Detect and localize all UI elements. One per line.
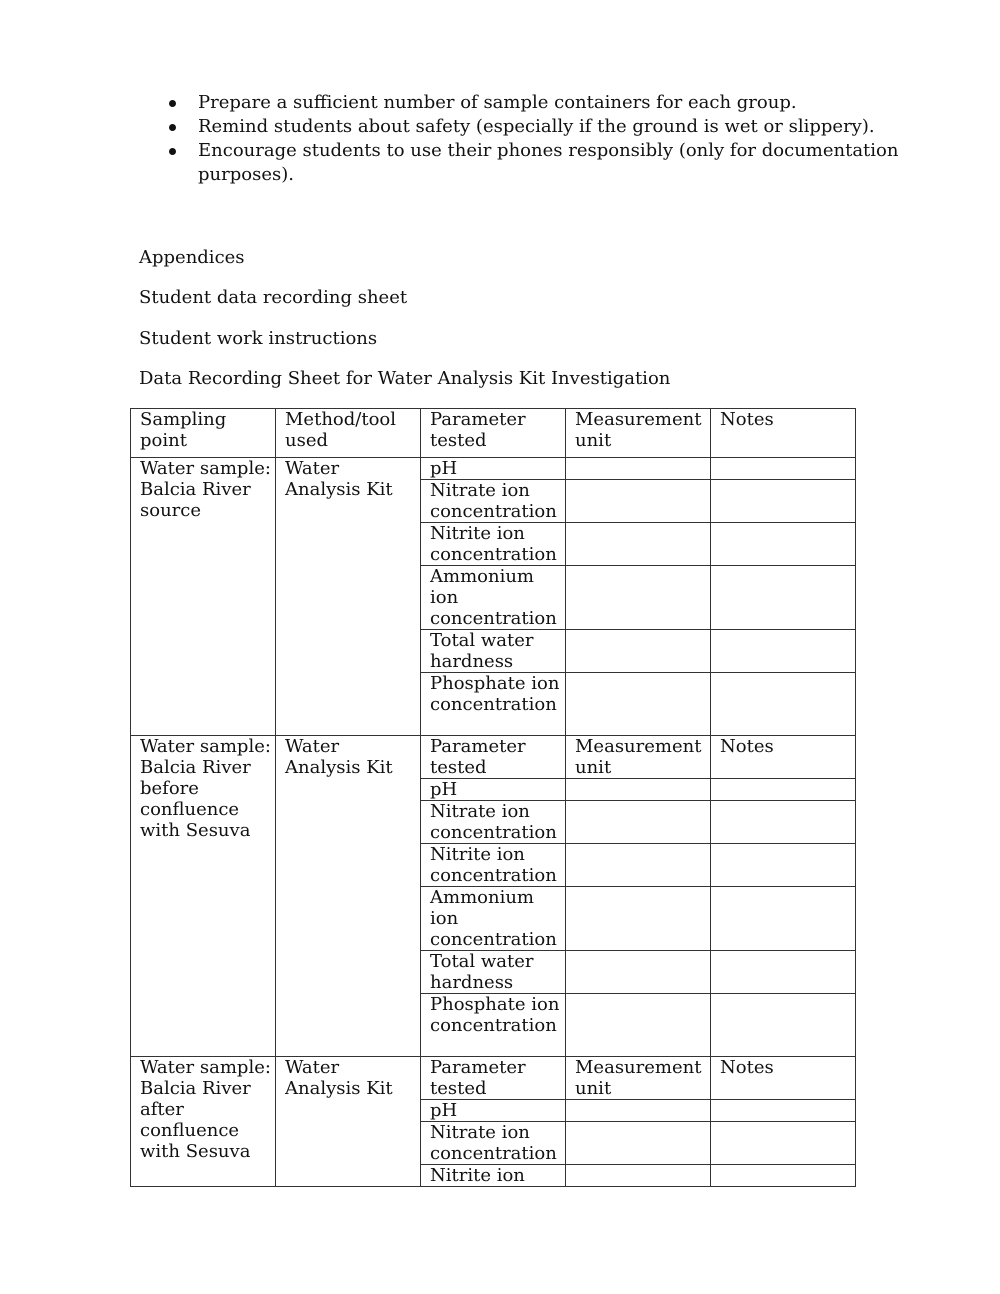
bullet-text: Prepare a sufficient number of sample containers for each group.: [198, 92, 797, 113]
notes-cell[interactable]: [711, 779, 856, 801]
unit-cell[interactable]: [566, 458, 711, 480]
bullet-item: [166, 115, 911, 139]
bullet-dot-icon: [169, 148, 176, 155]
data-recording-table: [130, 408, 856, 1187]
bullet-item: [166, 139, 911, 187]
subheader-notes: Notes: [711, 1057, 856, 1100]
table-row: [131, 458, 856, 480]
subheader-unit: Measurement unit: [566, 1057, 711, 1100]
notes-cell[interactable]: [711, 1100, 856, 1122]
unit-cell[interactable]: [566, 1165, 711, 1187]
unit-cell[interactable]: [566, 523, 711, 566]
parameter-cell: pH: [421, 779, 566, 801]
parameter-cell: Ammonium ion concentration: [421, 887, 566, 951]
unit-cell[interactable]: [566, 844, 711, 887]
unit-cell[interactable]: [566, 630, 711, 673]
unit-cell[interactable]: [566, 566, 711, 630]
subheader-notes: Notes: [711, 736, 856, 779]
unit-cell[interactable]: [566, 480, 711, 523]
parameter-cell: Phosphate ion concentration: [421, 673, 566, 736]
parameter-cell: Nitrate ion concentration: [421, 1122, 566, 1165]
appendix-item-data-sheet: Student data recording sheet: [139, 287, 408, 308]
parameter-cell: Phosphate ion concentration: [421, 994, 566, 1057]
appendices-heading: Appendices: [139, 247, 245, 268]
method-cell: Water Analysis Kit: [276, 1057, 421, 1187]
unit-cell[interactable]: [566, 779, 711, 801]
notes-cell[interactable]: [711, 801, 856, 844]
notes-cell[interactable]: [711, 458, 856, 480]
notes-cell[interactable]: [711, 844, 856, 887]
header-parameter: Parameter tested: [421, 409, 566, 458]
notes-cell[interactable]: [711, 951, 856, 994]
subheader-unit: Measurement unit: [566, 736, 711, 779]
bullet-text: Encourage students to use their phones responsibly (only for documentation purposes).: [198, 140, 899, 185]
bullet-item: [166, 91, 911, 115]
parameter-cell: Nitrite ion concentration: [421, 844, 566, 887]
parameter-cell: Total water hardness: [421, 951, 566, 994]
unit-cell[interactable]: [566, 1122, 711, 1165]
parameter-cell: Nitrite ion concentration: [421, 523, 566, 566]
subheader-parameter: Parameter tested: [421, 1057, 566, 1100]
notes-cell[interactable]: [711, 673, 856, 736]
notes-cell[interactable]: [711, 566, 856, 630]
table-subheader-row: [131, 1057, 856, 1100]
table-header-row: [131, 409, 856, 458]
header-method: Method/tool used: [276, 409, 421, 458]
method-cell: Water Analysis Kit: [276, 736, 421, 1057]
notes-cell[interactable]: [711, 1165, 856, 1187]
unit-cell[interactable]: [566, 887, 711, 951]
unit-cell[interactable]: [566, 951, 711, 994]
bullet-text: Remind students about safety (especially if the ground is wet or slippery).: [198, 116, 875, 137]
table-title: Data Recording Sheet for Water Analysis Kit Investigation: [139, 368, 671, 389]
unit-cell[interactable]: [566, 1100, 711, 1122]
notes-cell[interactable]: [711, 480, 856, 523]
parameter-cell: Total water hardness: [421, 630, 566, 673]
parameter-cell: pH: [421, 1100, 566, 1122]
appendix-item-instructions: Student work instructions: [139, 328, 378, 349]
header-unit: Measurement unit: [566, 409, 711, 458]
sampling-point-cell: Water sample: Balcia River after confluence with Sesuva: [131, 1057, 276, 1187]
notes-cell[interactable]: [711, 523, 856, 566]
table-subheader-row: [131, 736, 856, 779]
parameter-cell: Nitrate ion concentration: [421, 480, 566, 523]
subheader-parameter: Parameter tested: [421, 736, 566, 779]
notes-cell[interactable]: [711, 630, 856, 673]
bullet-dot-icon: [169, 124, 176, 131]
parameter-cell: pH: [421, 458, 566, 480]
notes-cell[interactable]: [711, 887, 856, 951]
header-notes: Notes: [711, 409, 856, 458]
parameter-cell: Nitrate ion concentration: [421, 801, 566, 844]
bullet-dot-icon: [169, 100, 176, 107]
parameter-cell: Nitrite ion: [421, 1165, 566, 1187]
parameter-cell: Ammonium ion concentration: [421, 566, 566, 630]
notes-cell[interactable]: [711, 1122, 856, 1165]
sampling-point-cell: Water sample: Balcia River before confluence with Sesuva: [131, 736, 276, 1057]
method-cell: Water Analysis Kit: [276, 458, 421, 736]
notes-cell[interactable]: [711, 994, 856, 1057]
unit-cell[interactable]: [566, 673, 711, 736]
instructions-bullet-list: [166, 91, 911, 187]
unit-cell[interactable]: [566, 801, 711, 844]
sampling-point-cell: Water sample: Balcia River source: [131, 458, 276, 736]
unit-cell[interactable]: [566, 994, 711, 1057]
header-sampling-point: Sampling point: [131, 409, 276, 458]
